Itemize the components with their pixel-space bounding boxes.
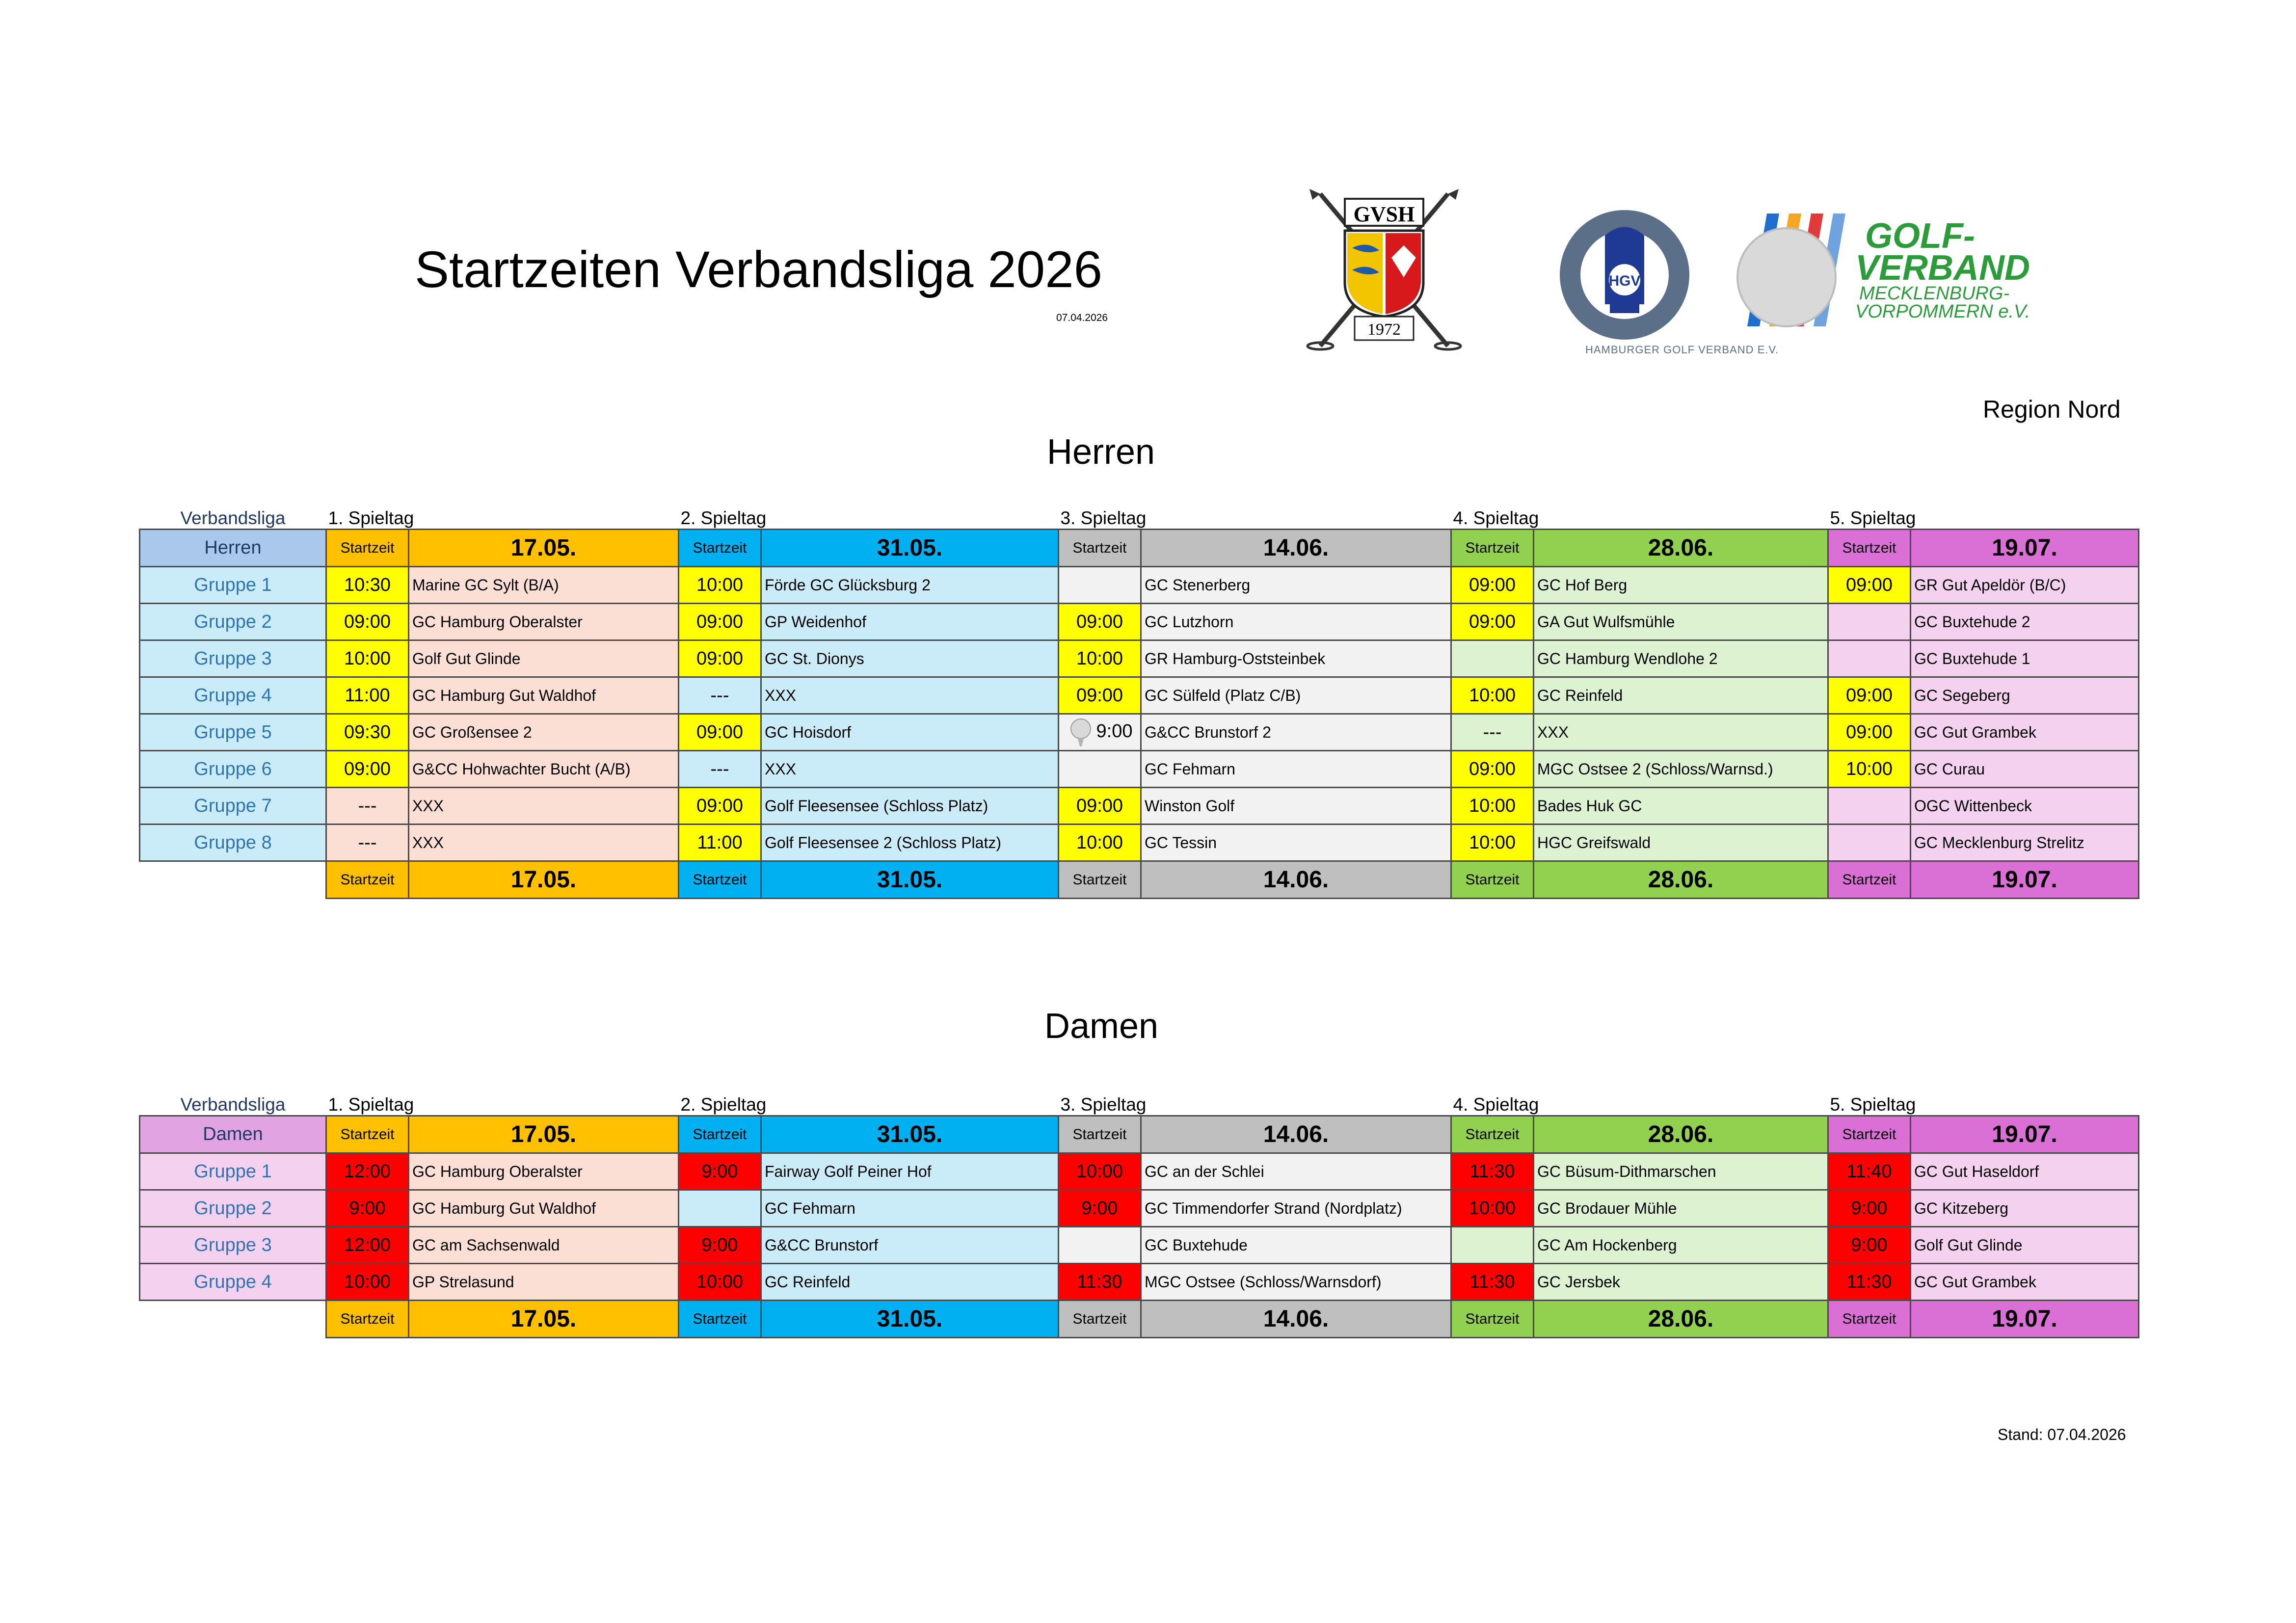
spieltag-date: 28.06. [1534,1116,1828,1153]
group-name: Gruppe 4 [140,1264,326,1301]
host-club: GC Tessin [1141,825,1451,861]
start-time: 09:00 [1451,604,1534,640]
table-header-label: Herren [140,530,326,567]
host-club: Golf Gut Glinde [409,640,679,677]
start-time: 12:00 [326,1153,409,1190]
startzeit-header: Startzeit [1828,1116,1911,1153]
start-time: 09:00 [679,714,761,751]
host-club: GC Am Hockenberg [1534,1227,1828,1264]
spieltag-label: 2. Spieltag [680,1094,767,1115]
host-club: GC Hamburg Wendlohe 2 [1534,640,1828,677]
group-name: Gruppe 7 [140,788,326,825]
host-club: XXX [1534,714,1828,751]
table-row [140,1227,2139,1264]
spieltag-date: 17.05. [409,1116,679,1153]
mv-logo-line3: MECKLENBURG- [1859,283,2010,304]
start-time: 09:00 [679,640,761,677]
startzeit-header: Startzeit [1059,861,1141,899]
startzeit-header: Startzeit [1451,861,1534,899]
startzeit-header: Startzeit [1828,530,1911,567]
host-club: HGC Greifswald [1534,825,1828,861]
spieltag-label: 1. Spieltag [328,1094,414,1115]
group-name: Gruppe 5 [140,714,326,751]
verbandsliga-label: Verbandsliga [180,508,286,528]
start-time: 11:30 [1059,1264,1141,1301]
host-club: XXX [409,788,679,825]
spieltag-date: 14.06. [1141,861,1451,899]
start-time: 09:00 [1828,677,1911,714]
startzeit-header: Startzeit [1451,1116,1534,1153]
start-time: 11:40 [1828,1153,1911,1190]
start-time: 9:00 [679,1227,761,1264]
table-row [140,1153,2139,1190]
table-row [140,567,2139,604]
startzeit-header: Startzeit [1059,530,1141,567]
startzeit-header: Startzeit [326,861,409,899]
spieltag-label: 3. Spieltag [1060,508,1147,528]
table-row [140,825,2139,861]
group-name: Gruppe 8 [140,825,326,861]
spieltag-date: 14.06. [1141,1116,1451,1153]
spieltag-label: 3. Spieltag [1060,1094,1147,1115]
start-time: 10:00 [326,640,409,677]
host-club: MGC Ostsee (Schloss/Warnsdorf) [1141,1264,1451,1301]
startzeit-header: Startzeit [326,1116,409,1153]
startzeit-header: Startzeit [679,1116,761,1153]
host-club: GC Büsum-Dithmarschen [1534,1153,1828,1190]
host-club: Fairway Golf Peiner Hof [761,1153,1059,1190]
spieltag-date: 28.06. [1534,861,1828,899]
host-club: GC Hamburg Gut Waldhof [409,677,679,714]
start-time: --- [679,751,761,788]
host-club: GC Hoisdorf [761,714,1059,751]
stand-date: Stand: 07.04.2026 [1998,1426,2126,1443]
gvsh-logo [1301,184,1468,353]
start-time [1828,640,1911,677]
gvsh-logo-text: GVSH [1353,202,1415,226]
host-club: GC Gut Grambek [1911,1264,2139,1301]
host-club: GC Mecklenburg Strelitz [1911,825,2139,861]
host-club: GC Buxtehude [1141,1227,1451,1264]
footer-date-row [140,1301,2139,1338]
startzeit-header: Startzeit [326,1301,409,1338]
host-club: Bades Huk GC [1534,788,1828,825]
group-name: Gruppe 1 [140,567,326,604]
host-club: GC Segeberg [1911,677,2139,714]
host-club: GC Reinfeld [761,1264,1059,1301]
start-time: 9:00 [679,1153,761,1190]
footer-date-row [140,861,2139,899]
damen-schedule-table [139,1094,2139,1338]
host-club: OGC Wittenbeck [1911,788,2139,825]
spieltag-date: 19.07. [1911,1116,2139,1153]
host-club: GC St. Dionys [761,640,1059,677]
host-club: GC Gut Haseldorf [1911,1153,2139,1190]
verbandsliga-label: Verbandsliga [180,1094,286,1115]
spieltag-date: 19.07. [1911,1301,2139,1338]
startzeit-header: Startzeit [1451,1301,1534,1338]
spieltag-date: 19.07. [1911,530,2139,567]
host-club: GC am Sachsenwald [409,1227,679,1264]
host-club: MGC Ostsee 2 (Schloss/Warnsd.) [1534,751,1828,788]
spieltag-label: 5. Spieltag [1830,1094,1916,1115]
host-club: XXX [409,825,679,861]
spieltag-date: 17.05. [409,1301,679,1338]
table-row [140,1264,2139,1301]
host-club: Golf Fleesensee (Schloss Platz) [761,788,1059,825]
host-club: GC Curau [1911,751,2139,788]
start-time: 09:00 [1828,714,1911,751]
start-time [1059,1227,1141,1264]
host-club: GC Reinfeld [1534,677,1828,714]
host-club: GC Buxtehude 1 [1911,640,2139,677]
spieltag-date: 28.06. [1534,530,1828,567]
spieltag-date: 17.05. [409,530,679,567]
host-club: G&CC Brunstorf [761,1227,1059,1264]
start-time [1828,788,1911,825]
mv-logo-line4: VORPOMMERN e.V. [1855,301,2030,322]
group-name: Gruppe 2 [140,1190,326,1227]
start-time: 9:00 [1096,721,1133,742]
page-title: Startzeiten Verbandsliga 2026 [415,241,1102,298]
host-club: Marine GC Sylt (B/A) [409,567,679,604]
hgv-logo [1556,206,1693,344]
group-name: Gruppe 4 [140,677,326,714]
host-club: Förde GC Glücksburg 2 [761,567,1059,604]
table-row [140,751,2139,788]
spieltag-date: 14.06. [1141,1301,1451,1338]
start-time [1828,825,1911,861]
host-club: GC an der Schlei [1141,1153,1451,1190]
host-club: GC Gut Grambek [1911,714,2139,751]
startzeit-header: Startzeit [1828,1301,1911,1338]
start-time [1059,567,1141,604]
start-time: 09:00 [1451,751,1534,788]
start-time: 11:00 [326,677,409,714]
spieltag-label-row [140,1094,2139,1116]
host-club: GR Hamburg-Oststeinbek [1141,640,1451,677]
hgv-logo-mark: HGV [1608,273,1641,289]
start-time: 09:00 [1828,567,1911,604]
host-club: Golf Fleesensee 2 (Schloss Platz) [761,825,1059,861]
spieltag-label: 4. Spieltag [1453,1094,1539,1115]
spieltag-label: 2. Spieltag [680,508,767,528]
host-club: GC Stenerberg [1141,567,1451,604]
spieltag-label: 4. Spieltag [1453,508,1539,528]
gvsh-logo-year: 1972 [1367,320,1401,339]
spieltag-date: 31.05. [761,1301,1059,1338]
start-time: 10:00 [1828,751,1911,788]
start-time: 10:00 [679,567,761,604]
start-time-cell [1059,714,1141,751]
table-row [140,640,2139,677]
start-time: 11:30 [1451,1153,1534,1190]
title-date: 07.04.2026 [1056,312,1108,323]
start-time [1451,640,1534,677]
start-time [1059,751,1141,788]
start-time: 10:00 [1059,640,1141,677]
startzeit-header: Startzeit [679,530,761,567]
start-time [1451,1227,1534,1264]
startzeit-header: Startzeit [326,530,409,567]
host-club: GC Kitzeberg [1911,1190,2139,1227]
mv-logo-line1: GOLF- [1865,216,1975,256]
start-time: 10:00 [1451,677,1534,714]
herren-schedule-table [139,508,2139,899]
start-time: 10:00 [1451,1190,1534,1227]
group-name: Gruppe 3 [140,640,326,677]
mv-logo-line2: VERBAND [1855,248,2030,288]
table-row [140,788,2139,825]
group-name: Gruppe 6 [140,751,326,788]
spieltag-label: 1. Spieltag [328,508,414,528]
startzeit-header: Startzeit [1828,861,1911,899]
host-club: GC Fehmarn [1141,751,1451,788]
host-club: GC Buxtehude 2 [1911,604,2139,640]
startzeit-header: Startzeit [1059,1301,1141,1338]
start-time: 09:00 [1059,788,1141,825]
start-time: 11:30 [1451,1264,1534,1301]
start-time: 10:30 [326,567,409,604]
start-time: --- [1451,714,1534,751]
start-time: 09:30 [326,714,409,751]
start-time: 09:00 [679,604,761,640]
start-time: 9:00 [1059,1190,1141,1227]
start-time: --- [326,788,409,825]
region-label: Region Nord [1983,396,2121,423]
start-time: --- [326,825,409,861]
start-time: 9:00 [326,1190,409,1227]
host-club: Winston Golf [1141,788,1451,825]
table-row [140,604,2139,640]
spieltag-date: 17.05. [409,861,679,899]
host-club: GC Hamburg Oberalster [409,1153,679,1190]
spieltag-label: 5. Spieltag [1830,508,1916,528]
host-club: GA Gut Wulfsmühle [1534,604,1828,640]
group-name: Gruppe 3 [140,1227,326,1264]
start-time: 09:00 [1059,677,1141,714]
host-club: GC Fehmarn [761,1190,1059,1227]
start-time [1828,604,1911,640]
table-row [140,677,2139,714]
start-time: 09:00 [1059,604,1141,640]
start-time: 10:00 [679,1264,761,1301]
spieltag-date: 31.05. [761,861,1059,899]
start-time: 10:00 [326,1264,409,1301]
start-time: 09:00 [679,788,761,825]
host-club: XXX [761,751,1059,788]
group-name: Gruppe 1 [140,1153,326,1190]
spieltag-date: 14.06. [1141,530,1451,567]
host-club: G&CC Brunstorf 2 [1141,714,1451,751]
spieltag-date: 19.07. [1911,861,2139,899]
start-time: 09:00 [1451,567,1534,604]
host-club: GC Hamburg Gut Waldhof [409,1190,679,1227]
host-club: GR Gut Apeldör (B/C) [1911,567,2139,604]
host-club: GC Sülfeld (Platz C/B) [1141,677,1451,714]
startzeit-header: Startzeit [1451,530,1534,567]
start-time: 11:30 [1828,1264,1911,1301]
start-time: --- [679,677,761,714]
spieltag-date: 31.05. [761,530,1059,567]
spieltag-label-row [140,508,2139,530]
spieltag-date: 28.06. [1534,1301,1828,1338]
host-club: GC Jersbek [1534,1264,1828,1301]
table-row [140,714,2139,751]
host-club: GP Strelasund [409,1264,679,1301]
start-time: 10:00 [1451,825,1534,861]
table-row [140,1190,2139,1227]
startzeit-header: Startzeit [679,1301,761,1338]
start-time [679,1190,761,1227]
start-time: 9:00 [1828,1190,1911,1227]
startzeit-header: Startzeit [1059,1116,1141,1153]
golf-ball-on-tee-icon [1067,717,1095,747]
start-time: 10:00 [1059,825,1141,861]
host-club: GC Brodauer Mühle [1534,1190,1828,1227]
start-time: 10:00 [1059,1153,1141,1190]
host-club: GC Timmendorfer Strand (Nordplatz) [1141,1190,1451,1227]
startzeit-header: Startzeit [679,861,761,899]
host-club: Golf Gut Glinde [1911,1227,2139,1264]
herren-section-title: Herren [1047,432,1155,472]
host-club: GC Hamburg Oberalster [409,604,679,640]
mv-golf-verband-logo [1733,213,2135,331]
hgv-logo-ring-text: HAMBURGER GOLF VERBAND E.V. [1585,344,1779,356]
spieltag-date: 31.05. [761,1116,1059,1153]
start-time: 9:00 [1828,1227,1911,1264]
host-club: GC Hof Berg [1534,567,1828,604]
host-club: XXX [761,677,1059,714]
group-name: Gruppe 2 [140,604,326,640]
start-time: 12:00 [326,1227,409,1264]
start-time: 09:00 [326,751,409,788]
host-club: GC Lutzhorn [1141,604,1451,640]
start-time: 11:00 [679,825,761,861]
table-header-label: Damen [140,1116,326,1153]
start-time: 10:00 [1451,788,1534,825]
start-time: 09:00 [326,604,409,640]
header-date-row [140,530,2139,567]
host-club: GC Großensee 2 [409,714,679,751]
host-club: G&CC Hohwachter Bucht (A/B) [409,751,679,788]
host-club: GP Weidenhof [761,604,1059,640]
header-date-row [140,1116,2139,1153]
damen-section-title: Damen [1044,1007,1159,1046]
